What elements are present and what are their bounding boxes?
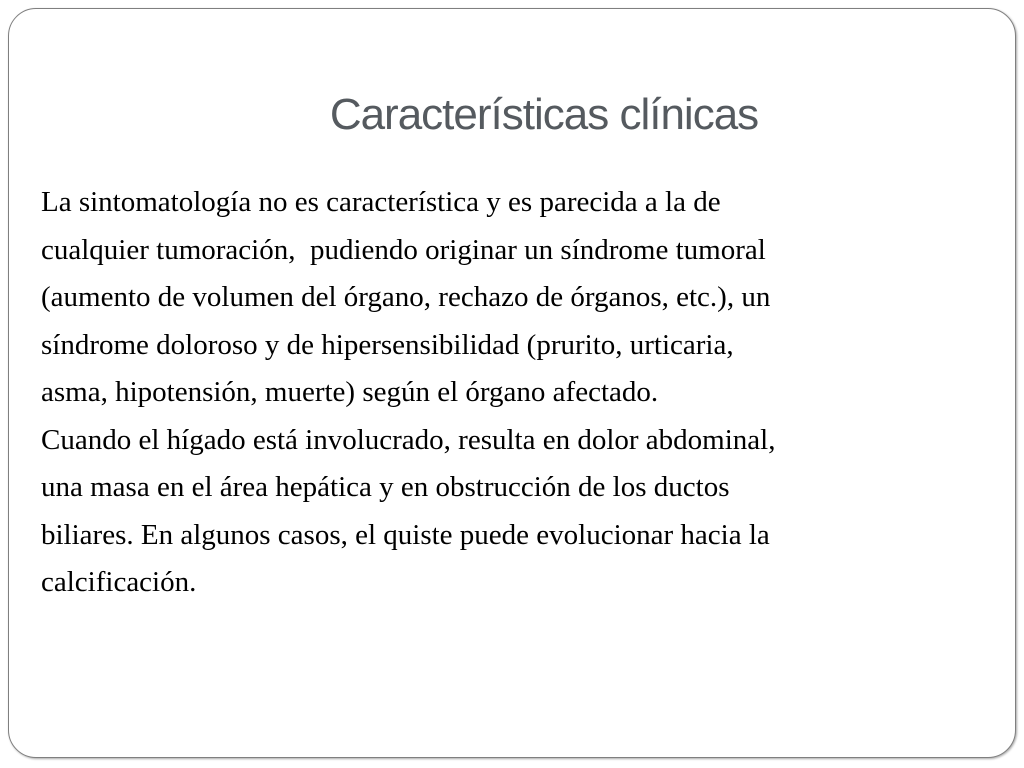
slide-title: Características clínicas — [329, 90, 759, 139]
slide-frame — [8, 8, 1016, 758]
paragraph-line: una masa en el área hepática y en obstrucción de los ductos — [41, 471, 730, 503]
paragraph-line: cualquier tumoración, pudiendo originar un síndrome tumoral — [41, 233, 766, 266]
paragraph-line: síndrome doloroso y de hipersensibilidad (prurito, urticaria, — [41, 328, 734, 361]
paragraph-line: Cuando el hígado está involucrado, resulta en dolor abdominal, — [41, 423, 776, 456]
paragraph-symptoms — [41, 179, 991, 417]
slide-body — [41, 179, 991, 607]
paragraph-line: La sintomatología no es característica y es parecida a la de — [41, 186, 721, 218]
paragraph-line: asma, hipotensión, muerte) según el órgano afectado. — [41, 376, 659, 408]
paragraph-liver — [41, 417, 991, 607]
paragraph-line: (aumento de volumen del órgano, rechazo de órganos, etc.), un — [41, 281, 771, 313]
paragraph-line: biliares. En algunos casos, el quiste puede evolucionar hacia la — [41, 518, 770, 551]
paragraph-line: calcificación. — [41, 566, 197, 598]
